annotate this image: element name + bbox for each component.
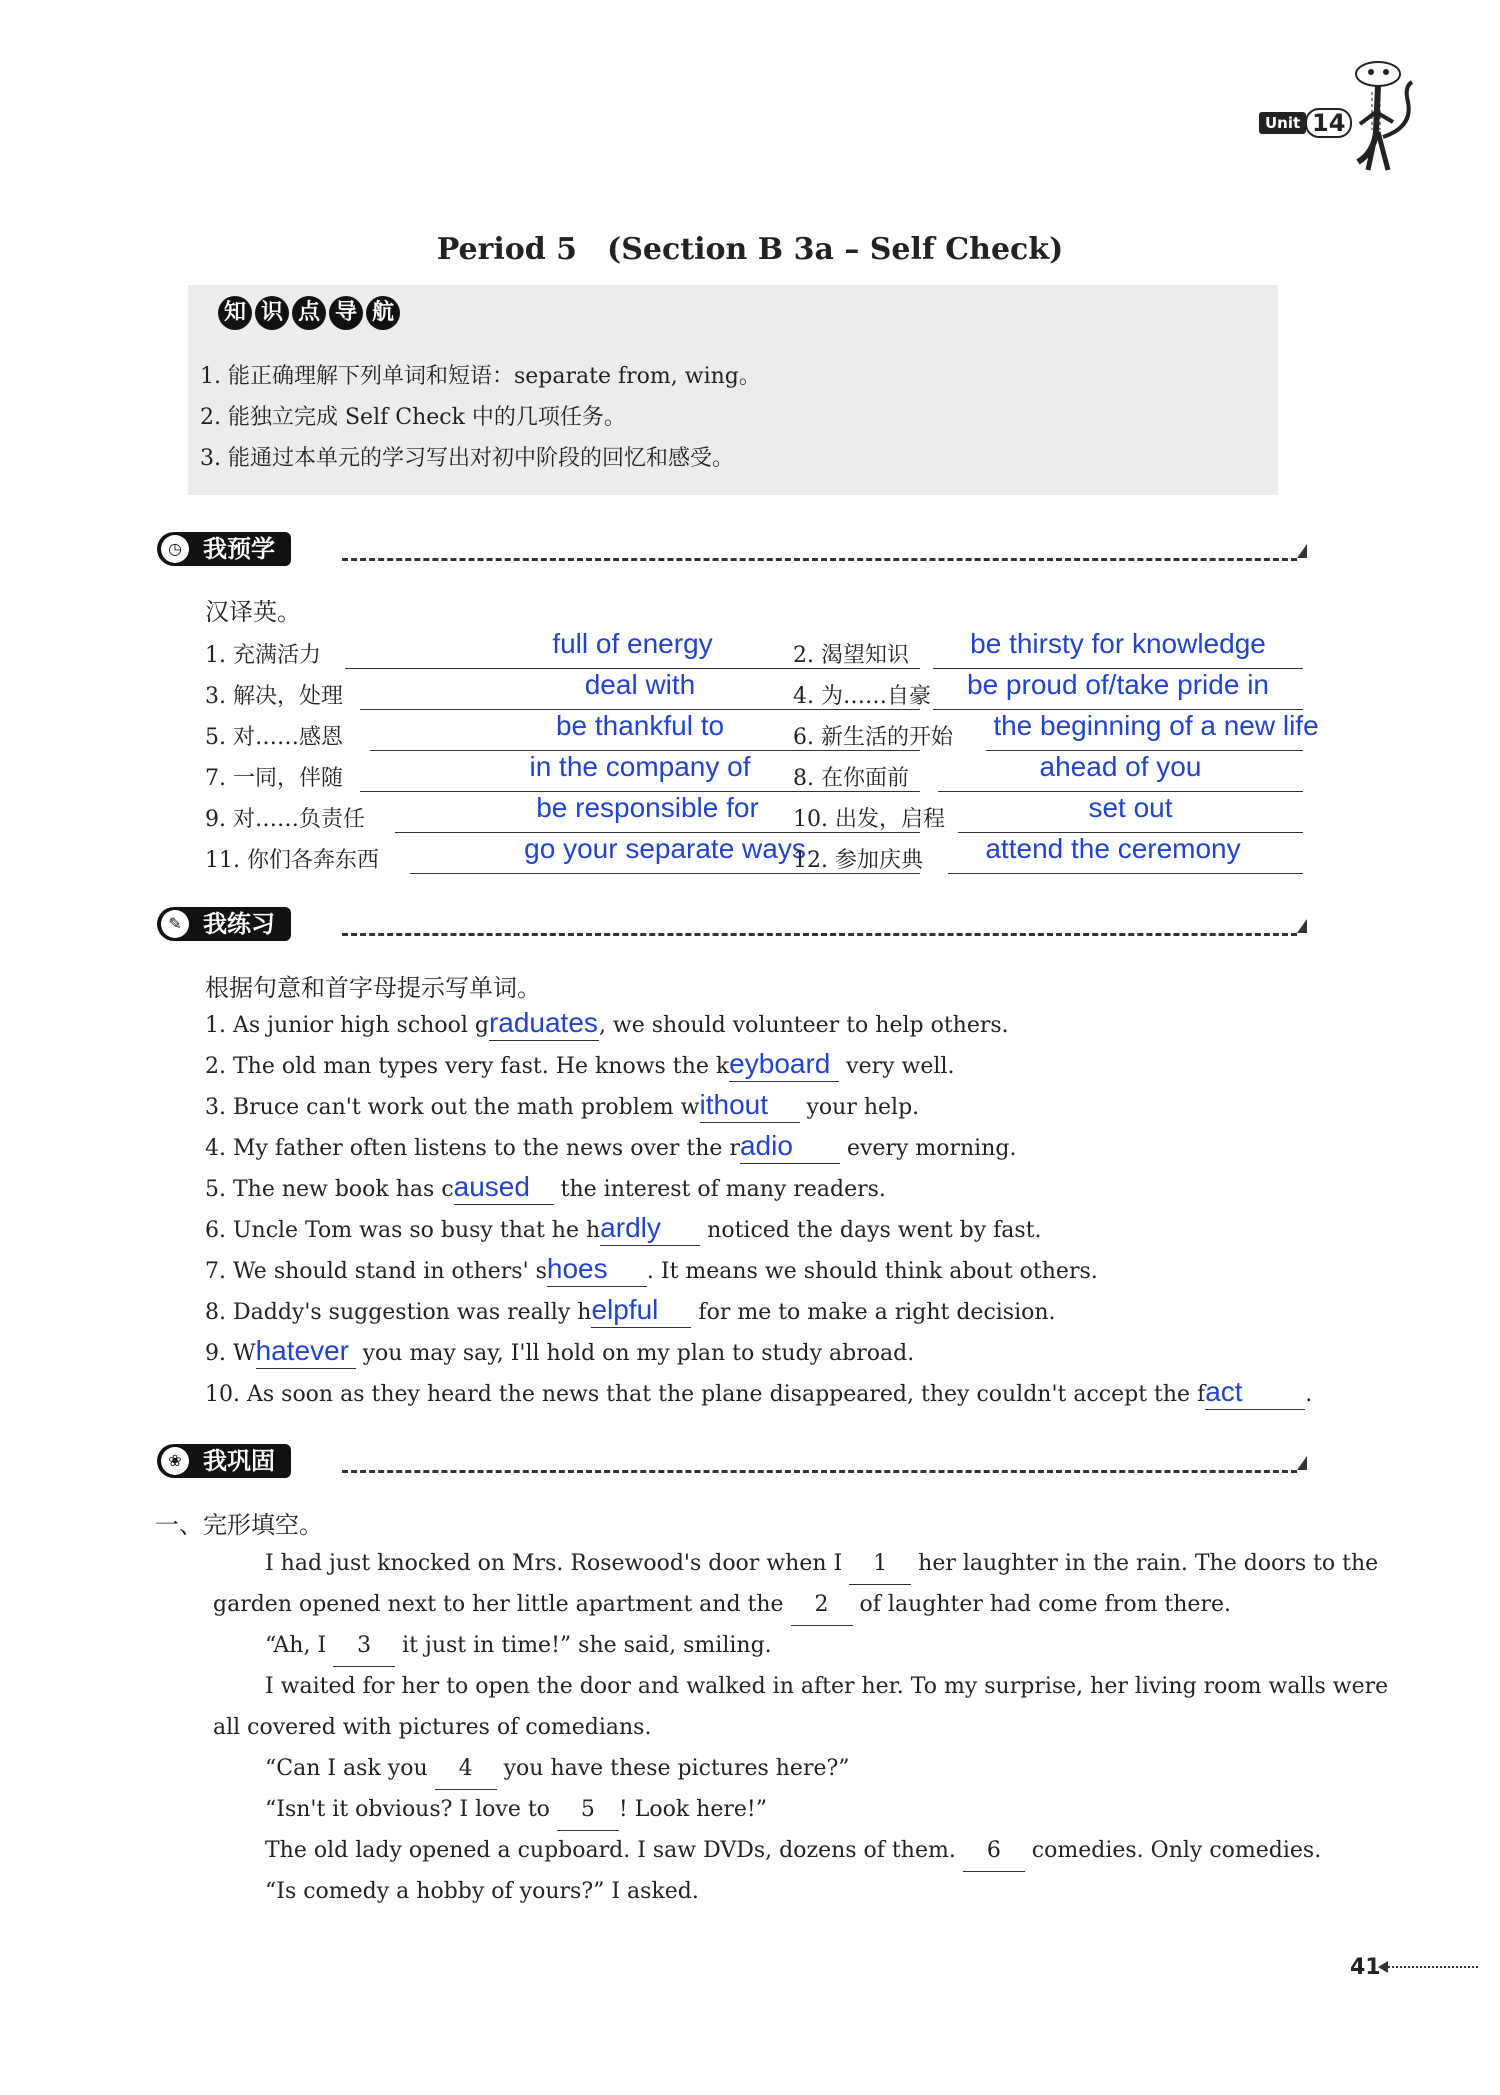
sentence-end: . It means we should think about others. <box>646 1259 1098 1284</box>
text: “Can I ask you <box>265 1756 435 1781</box>
fill-item <box>205 1333 914 1374</box>
cat-mascot-icon <box>1338 52 1418 177</box>
handwritten-answer: the beginning of a new life <box>993 710 1319 741</box>
question: 7. 一同，伴随 <box>205 766 343 791</box>
sentence-end: your help. <box>799 1095 920 1120</box>
handwritten-answer: be proud of/take pride in <box>967 669 1269 700</box>
heading-char: 航 <box>366 296 400 330</box>
brain-icon: ❀ <box>161 1447 189 1475</box>
fill-item <box>205 1251 1098 1292</box>
fill-item <box>205 1374 1312 1415</box>
cloze-line <box>265 1543 1378 1584</box>
cloze-line <box>213 1584 1231 1625</box>
text: all covered with pictures of comedians. <box>213 1715 652 1740</box>
cloze-line <box>265 1625 772 1666</box>
clock-icon: ◷ <box>161 535 189 563</box>
text: “Ah, I <box>265 1633 334 1658</box>
sentence-end: , we should volunteer to help others. <box>598 1013 1009 1038</box>
fill-item <box>205 1087 919 1128</box>
handwritten-answer: hoes <box>546 1253 608 1284</box>
text: “Isn't it obvious? I love to <box>265 1797 557 1822</box>
cloze-line <box>265 1789 767 1830</box>
sentence-start: 7. We should stand in others' s <box>205 1259 547 1284</box>
handwritten-answer: act <box>1205 1376 1243 1407</box>
handwritten-answer: ardly <box>600 1212 661 1243</box>
handwritten-answer: be thankful to <box>555 710 725 741</box>
cloze-part-title: 一、完形填空。 <box>155 1511 323 1539</box>
pencil-icon: ✎ <box>161 910 189 938</box>
handwritten-answer: elpful <box>591 1294 659 1325</box>
text: garden opened next to her little apartment and the <box>213 1592 791 1617</box>
handwritten-answer: hatever <box>255 1335 350 1366</box>
fill-item <box>205 1169 886 1210</box>
sentence-start: 1. As junior high school g <box>205 1013 489 1038</box>
section-title: 我练习 <box>203 910 275 938</box>
question: 1. 充满活力 <box>205 643 321 668</box>
sentence-start: 3. Bruce can't work out the math problem w <box>205 1095 700 1120</box>
text: ! Look here!” <box>618 1797 767 1822</box>
knowledge-points-list <box>200 356 761 479</box>
list-item: 3. 能通过本单元的学习写出对初中阶段的回忆和感受。 <box>200 446 734 471</box>
section-pill <box>157 907 291 941</box>
text: “Is comedy a hobby of yours?” I asked. <box>265 1879 699 1904</box>
consolidate-section-header <box>157 1442 1307 1482</box>
question: 4. 为……自豪 <box>793 684 931 709</box>
page-number: 41 <box>1350 1955 1381 1980</box>
handwritten-answer: go your separate ways <box>524 833 806 864</box>
handwritten-answer: ahead of you <box>1039 751 1202 782</box>
handwritten-answer: set out <box>1088 792 1173 823</box>
handwritten-answer: in the company of <box>529 751 751 782</box>
blank-number: 1 <box>849 1543 911 1585</box>
question: 5. 对……感恩 <box>205 725 343 750</box>
sentence-start: 8. Daddy's suggestion was really h <box>205 1300 592 1325</box>
sentence-start: 5. The new book has c <box>205 1177 454 1202</box>
cloze-line <box>265 1871 699 1912</box>
text: her laughter in the rain. The doors to the <box>911 1551 1379 1576</box>
sentence-start: 2. The old man types very fast. He knows the k <box>205 1054 730 1079</box>
fill-item <box>205 1210 1042 1251</box>
heading-char: 点 <box>292 296 326 330</box>
cloze-line <box>213 1707 651 1748</box>
question: 12. 参加庆典 <box>793 848 923 873</box>
handwritten-answer: attend the ceremony <box>985 833 1241 864</box>
sentence-end: very well. <box>839 1054 955 1079</box>
section-title: 我预学 <box>203 535 275 563</box>
question: 2. 渴望知识 <box>793 643 909 668</box>
sentence-start: 9. W <box>205 1341 256 1366</box>
cloze-line <box>265 1830 1321 1871</box>
text: you have these pictures here?” <box>496 1756 850 1781</box>
heading-char: 识 <box>255 296 289 330</box>
sentence-start: 10. As soon as they heard the news that the plane disappeared, they couldn't accept the f <box>205 1382 1206 1407</box>
sentence-end: every morning. <box>839 1136 1017 1161</box>
text: comedies. Only comedies. <box>1024 1838 1322 1863</box>
sentence-end: noticed the days went by fast. <box>700 1218 1042 1243</box>
blank-number: 4 <box>435 1748 497 1790</box>
section-pill <box>157 1444 291 1478</box>
handwritten-answer: eyboard <box>729 1048 831 1079</box>
cloze-line <box>265 1666 1388 1707</box>
practice-instruction: 根据句意和首字母提示写单词。 <box>205 974 541 1002</box>
knowledge-points-heading <box>218 296 400 330</box>
text: it just in time!” she said, smiling. <box>395 1633 772 1658</box>
handwritten-answer: aused <box>453 1171 530 1202</box>
practice-section-header <box>157 905 1307 945</box>
page-arrow-icon <box>1384 1966 1478 1970</box>
unit-badge <box>1255 108 1346 137</box>
section-title: 我巩固 <box>203 1447 275 1475</box>
handwritten-answer: be responsible for <box>536 792 759 823</box>
text: The old lady opened a cupboard. I saw DVDs, dozens of them. <box>265 1838 963 1863</box>
sentence-end: you may say, I'll hold on my plan to study abroad. <box>355 1341 915 1366</box>
blank-number: 6 <box>963 1830 1025 1872</box>
handwritten-answer: be thirsty for knowledge <box>970 628 1266 659</box>
cloze-line <box>265 1748 850 1789</box>
sentence-end: the interest of many readers. <box>553 1177 886 1202</box>
fill-item <box>205 1128 1016 1169</box>
sentence-start: 4. My father often listens to the news over the r <box>205 1136 740 1161</box>
sentence-start: 6. Uncle Tom was so busy that he h <box>205 1218 601 1243</box>
sentence-end: . <box>1305 1382 1313 1407</box>
text: I waited for her to open the door and walked in after her. To my surprise, her living room walls were <box>265 1674 1389 1699</box>
question: 3. 解决，处理 <box>205 684 343 709</box>
heading-char: 知 <box>218 296 252 330</box>
fill-item <box>205 1005 1009 1046</box>
question: 8. 在你面前 <box>793 766 909 791</box>
blank-number: 3 <box>333 1625 395 1667</box>
question: 10. 出发，启程 <box>793 807 945 832</box>
heading-char: 导 <box>329 296 363 330</box>
unit-label: Unit <box>1259 112 1306 134</box>
question: 9. 对……负责任 <box>205 807 365 832</box>
handwritten-answer: raduates <box>488 1007 598 1038</box>
question: 6. 新生活的开始 <box>793 725 953 750</box>
text: of laughter had come from there. <box>852 1592 1231 1617</box>
fill-item <box>205 1292 1056 1333</box>
handwritten-answer: deal with <box>584 669 696 700</box>
text: I had just knocked on Mrs. Rosewood's door when I <box>265 1551 850 1576</box>
section-pill <box>157 532 291 566</box>
sentence-end: for me to make a right decision. <box>691 1300 1056 1325</box>
page-title: Period 5 (Section B 3a – Self Check) <box>436 232 1064 267</box>
fill-item <box>205 1046 954 1087</box>
handwritten-answer: full of energy <box>552 628 713 659</box>
handwritten-answer: ithout <box>699 1089 768 1120</box>
handwritten-answer: adio <box>739 1130 793 1161</box>
unit-number: 14 <box>1305 108 1352 138</box>
list-item: 2. 能独立完成 Self Check 中的几项任务。 <box>200 405 626 430</box>
blank-number: 2 <box>791 1584 853 1626</box>
preview-instruction: 汉译英。 <box>205 598 301 626</box>
preview-section-header <box>157 530 1307 570</box>
question: 11. 你们各奔东西 <box>205 848 379 873</box>
blank-number: 5 <box>557 1789 619 1831</box>
list-item: 1. 能正确理解下列单词和短语：separate from, wing。 <box>200 364 761 389</box>
